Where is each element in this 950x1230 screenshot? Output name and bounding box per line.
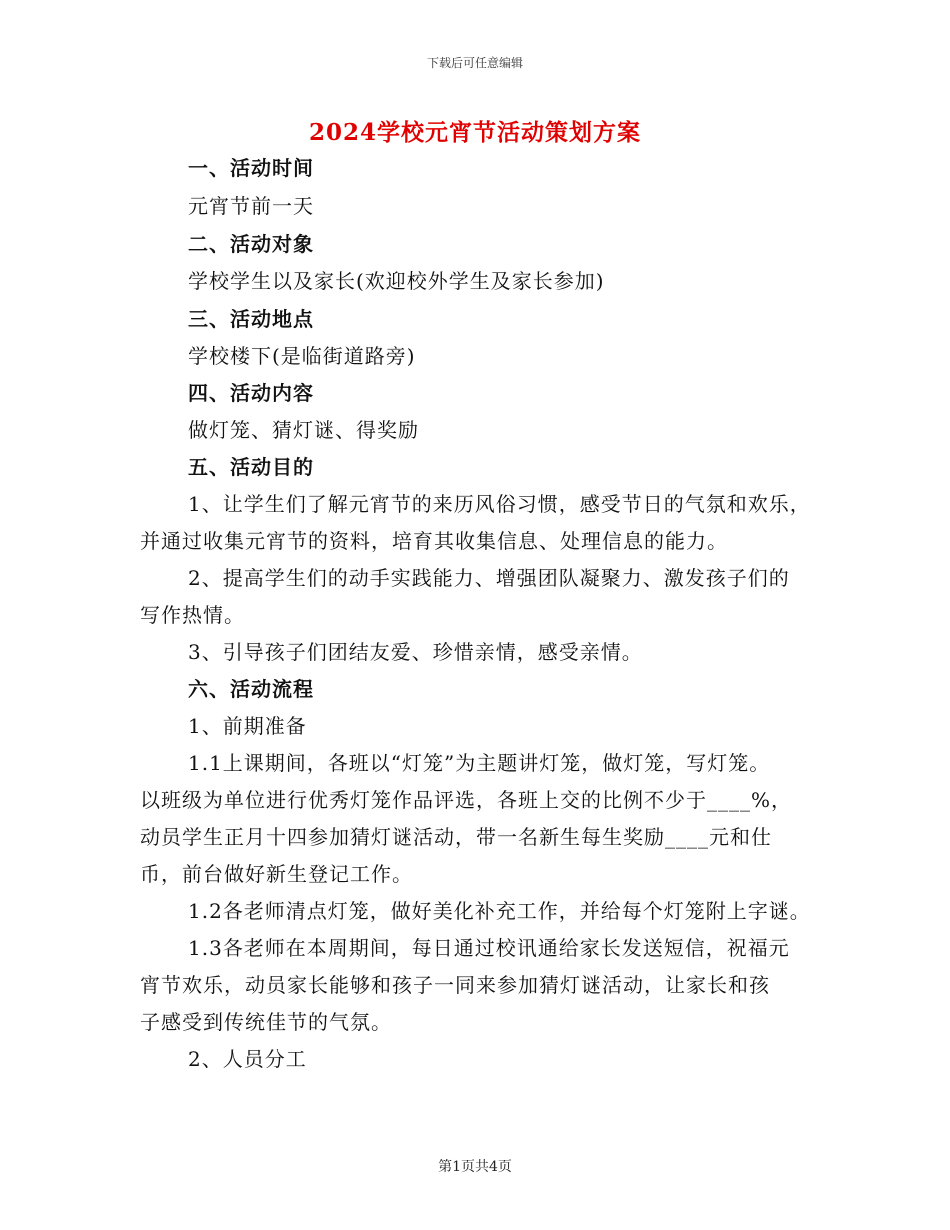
section-heading-purpose: 五、活动目的 — [188, 455, 314, 479]
section-body-audience: 学校学生以及家长(欢迎校外学生及家长参加) — [188, 269, 605, 293]
process-subheading-preparation: 1、前期准备 — [188, 714, 307, 738]
process-item-1-1-line-2: 以班级为单位进行优秀灯笼作品评选，各班上交的比例不少于____%， — [140, 788, 793, 812]
section-body-time: 元宵节前一天 — [188, 194, 314, 218]
purpose-paragraph-2-line-1: 2、提高学生们的动手实践能力、增强团队凝聚力、激发孩子们的 — [188, 566, 790, 590]
purpose-paragraph-2-line-2: 写作热情。 — [140, 603, 245, 627]
purpose-paragraph-1-line-2: 并通过收集元宵节的资料，培育其收集信息、处理信息的能力。 — [140, 529, 728, 553]
process-item-1-1-line-1: 1.1上课期间，各班以“灯笼”为主题讲灯笼，做灯笼，写灯笼。 — [188, 751, 771, 775]
section-heading-content: 四、活动内容 — [188, 381, 314, 405]
section-body-content: 做灯笼、猜灯谜、得奖励 — [188, 418, 419, 442]
section-heading-process: 六、活动流程 — [188, 677, 314, 701]
process-item-1-1-line-4: 币，前台做好新生登记工作。 — [140, 862, 413, 886]
section-body-location: 学校楼下(是临街道路旁) — [188, 344, 416, 368]
section-heading-audience: 二、活动对象 — [188, 232, 314, 256]
purpose-paragraph-3-line-1: 3、引导孩子们团结友爱、珍惜亲情，感受亲情。 — [188, 640, 643, 664]
process-subheading-staffing: 2、人员分工 — [188, 1047, 307, 1071]
document-title: 2024学校元宵节活动策划方案 — [308, 119, 641, 146]
purpose-paragraph-1-line-1: 1、让学生们了解元宵节的来历风俗习惯，感受节日的气氛和欢乐， — [188, 492, 811, 516]
process-item-1-3-line-1: 1.3各老师在本周期间，每日通过校讯通给家长发送短信，祝福元 — [188, 936, 790, 960]
header-note: 下载后可任意编辑 — [426, 56, 523, 70]
page-number-footer: 第1页共4页 — [438, 1159, 512, 1175]
process-item-1-2-line-1: 1.2各老师清点灯笼，做好美化补充工作，并给每个灯笼附上字谜。 — [188, 899, 811, 923]
section-heading-location: 三、活动地点 — [188, 307, 314, 331]
process-item-1-1-line-3: 动员学生正月十四参加猜灯谜活动，带一名新生每生奖励____元和仕 — [140, 825, 772, 849]
process-item-1-3-line-3: 子感受到传统佳节的气氛。 — [140, 1010, 392, 1034]
section-heading-time: 一、活动时间 — [188, 156, 314, 180]
process-item-1-3-line-2: 宵节欢乐，动员家长能够和孩子一同来参加猜灯谜活动，让家长和孩 — [140, 973, 770, 997]
